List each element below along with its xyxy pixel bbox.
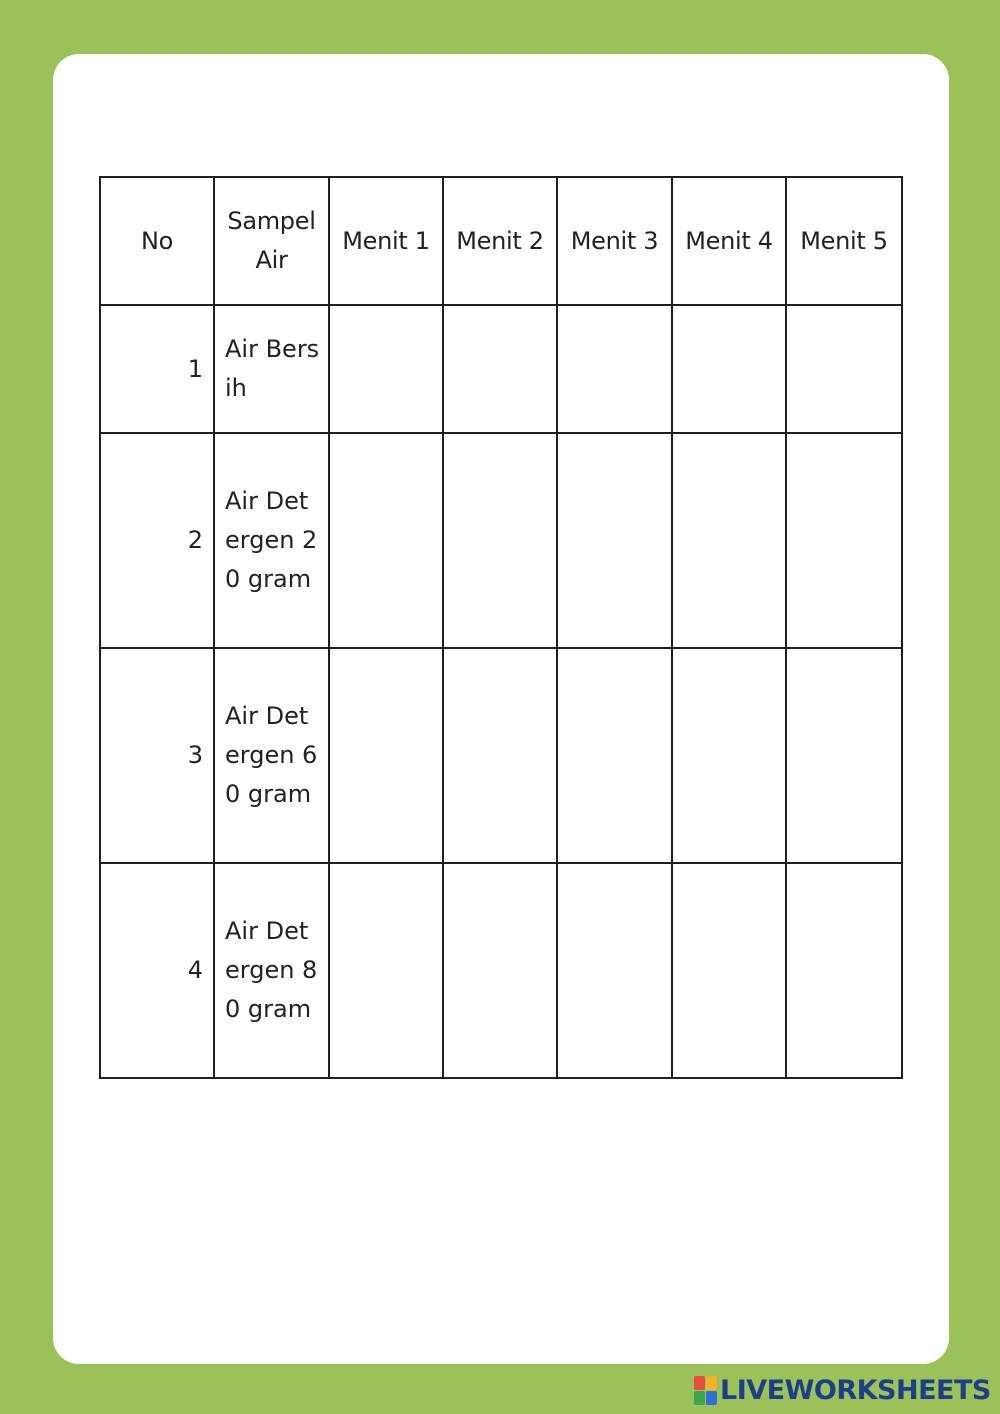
header-row	[100, 177, 902, 305]
row-number: 4	[100, 863, 214, 1078]
answer-cell[interactable]	[329, 305, 443, 433]
answer-cell[interactable]	[443, 433, 557, 648]
observation-table	[99, 176, 903, 1079]
answer-cell[interactable]	[443, 863, 557, 1078]
answer-cell[interactable]	[329, 648, 443, 863]
answer-cell[interactable]	[557, 433, 672, 648]
answer-cell[interactable]	[557, 305, 672, 433]
liveworksheets-logo-icon	[694, 1376, 717, 1405]
answer-cell[interactable]	[672, 648, 786, 863]
brand-name: LIVEWORKSHEETS	[720, 1374, 991, 1406]
sample-name: Air Bersih	[214, 305, 329, 433]
row-number: 3	[100, 648, 214, 863]
answer-cell[interactable]	[557, 863, 672, 1078]
header-minute-1: Menit 1	[329, 177, 443, 305]
header-minute-3: Menit 3	[557, 177, 672, 305]
row-number: 2	[100, 433, 214, 648]
table-row	[100, 433, 902, 648]
header-minute-2: Menit 2	[443, 177, 557, 305]
row-number: 1	[100, 305, 214, 433]
answer-cell[interactable]	[672, 433, 786, 648]
header-no: No	[100, 177, 214, 305]
sample-name: Air Detergen 80 gram	[214, 863, 329, 1078]
answer-cell[interactable]	[672, 305, 786, 433]
liveworksheets-brand[interactable]	[694, 1374, 991, 1406]
sample-name: Air Detergen 20 gram	[214, 433, 329, 648]
answer-cell[interactable]	[786, 433, 902, 648]
table-row	[100, 648, 902, 863]
answer-cell[interactable]	[672, 863, 786, 1078]
answer-cell[interactable]	[786, 863, 902, 1078]
header-minute-4: Menit 4	[672, 177, 786, 305]
sample-name: Air Detergen 60 gram	[214, 648, 329, 863]
answer-cell[interactable]	[557, 648, 672, 863]
answer-cell[interactable]	[443, 648, 557, 863]
answer-cell[interactable]	[329, 863, 443, 1078]
table-row	[100, 305, 902, 433]
answer-cell[interactable]	[443, 305, 557, 433]
table-row	[100, 863, 902, 1078]
answer-cell[interactable]	[329, 433, 443, 648]
header-minute-5: Menit 5	[786, 177, 902, 305]
answer-cell[interactable]	[786, 648, 902, 863]
answer-cell[interactable]	[786, 305, 902, 433]
header-sample: Sampel Air	[214, 177, 329, 305]
